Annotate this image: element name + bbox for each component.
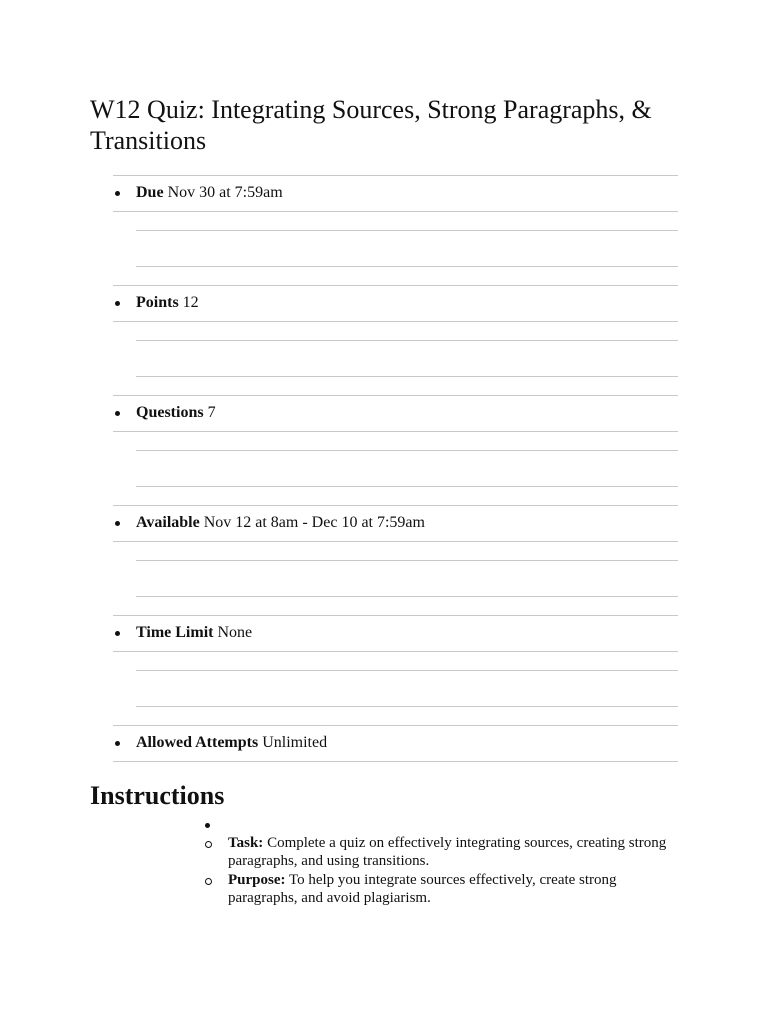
instruction-text — [228, 834, 685, 870]
circle-bullet-icon — [205, 878, 212, 885]
detail-questions — [113, 402, 678, 424]
page-title: W12 Quiz: Integrating Sources, Strong Paragraphs, & Transitions — [90, 95, 652, 155]
detail-due — [113, 182, 678, 204]
instruction-label: Purpose: — [228, 872, 286, 888]
bullet-icon — [115, 741, 120, 746]
divider — [136, 706, 678, 707]
divider — [113, 505, 678, 506]
divider — [113, 321, 678, 322]
divider — [113, 175, 678, 176]
divider — [113, 761, 678, 762]
instruction-task — [205, 834, 685, 870]
detail-label: Available — [136, 514, 200, 531]
detail-value: None — [217, 624, 253, 641]
bullet-icon — [115, 411, 120, 416]
detail-label: Questions — [136, 404, 204, 421]
detail-value: Nov 30 at 7:59am — [167, 184, 283, 201]
bullet-icon — [115, 631, 120, 636]
divider — [136, 376, 678, 377]
divider — [136, 670, 678, 671]
detail-label: Due — [136, 184, 164, 201]
divider — [136, 560, 678, 561]
instruction-body: Complete a quiz on effectively integrating sources, creating strong paragraphs, and using transitions. — [228, 835, 667, 869]
divider — [136, 340, 678, 341]
detail-available — [113, 512, 678, 534]
divider — [113, 615, 678, 616]
bullet-icon — [205, 823, 210, 828]
detail-label: Allowed Attempts — [136, 734, 259, 751]
instruction-body: To help you integrate sources effectively, create strong paragraphs, and avoid plagiarism. — [228, 872, 617, 906]
divider — [113, 541, 678, 542]
divider — [136, 450, 678, 451]
detail-label: Points — [136, 294, 179, 311]
detail-allowed-attempts — [113, 732, 678, 754]
divider — [136, 230, 678, 231]
instructions-heading: Instructions — [90, 781, 225, 810]
detail-value: Nov 12 at 8am - Dec 10 at 7:59am — [203, 514, 425, 531]
bullet-icon — [115, 191, 120, 196]
divider — [136, 266, 678, 267]
detail-value: 7 — [207, 404, 216, 421]
bullet-icon — [115, 301, 120, 306]
divider — [136, 486, 678, 487]
detail-value: 12 — [182, 294, 199, 311]
divider — [113, 395, 678, 396]
divider — [113, 211, 678, 212]
instruction-purpose — [205, 871, 685, 907]
divider — [113, 285, 678, 286]
detail-value: Unlimited — [262, 734, 328, 751]
divider — [113, 651, 678, 652]
detail-time-limit — [113, 622, 678, 644]
instruction-text — [228, 871, 685, 907]
instruction-label: Task: — [228, 835, 264, 851]
divider — [136, 596, 678, 597]
bullet-icon — [115, 521, 120, 526]
divider — [113, 431, 678, 432]
detail-label: Time Limit — [136, 624, 214, 641]
circle-bullet-icon — [205, 841, 212, 848]
divider — [113, 725, 678, 726]
detail-points — [113, 292, 678, 314]
